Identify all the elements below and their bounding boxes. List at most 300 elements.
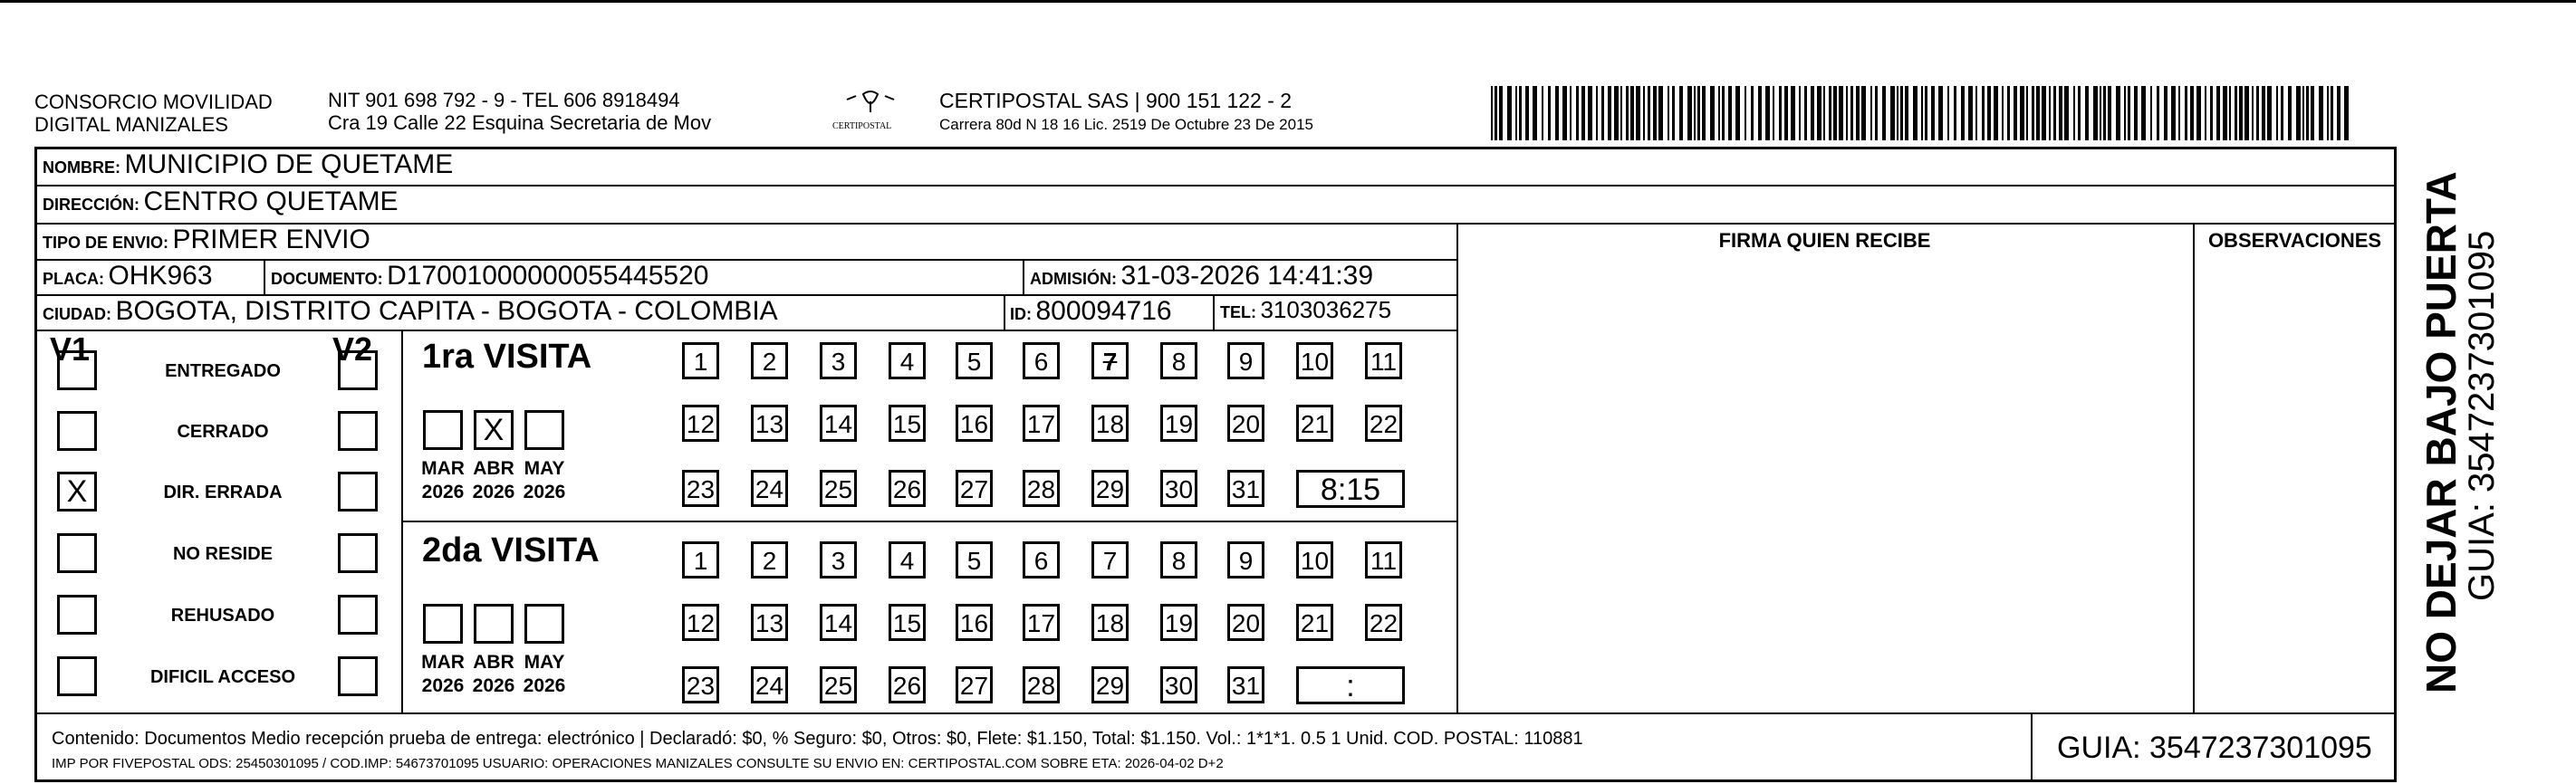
v2-label: V2 [332,330,373,368]
first-visit-title: 1ra VISITA [422,338,592,376]
barcode-bar [2256,86,2259,140]
barcode-bar [1897,86,1898,140]
row-divider [37,223,2397,225]
day-box[interactable]: 27 [956,470,993,507]
day-box[interactable]: 21 [1296,405,1333,442]
documento-label: DOCUMENTO: [271,270,383,288]
barcode-bar [1533,86,1537,140]
barcode-bar [1576,86,1579,140]
barcode-bar [1608,86,1611,140]
company-contact [328,89,711,134]
day-box[interactable]: 14 [820,405,857,442]
status-label: CERRADO [177,422,269,442]
month-checkbox[interactable] [423,410,463,450]
barcode-bar [1751,86,1754,140]
barcode-bar [1596,86,1598,140]
delivery-form [34,147,2397,782]
barcode-bar [2116,86,2120,140]
nit-line: NIT 901 698 792 - 9 - TEL 606 8918494 [328,89,680,111]
day-box[interactable]: 5 [956,342,993,379]
barcode-bar [1620,86,1622,140]
barcode-bar [1823,86,1825,140]
direccion-value: CENTRO QUETAME [143,186,399,216]
nombre-value: MUNICIPIO DE QUETAME [124,149,454,179]
v1-checkbox[interactable] [57,656,97,696]
day-box[interactable]: 14 [820,604,857,641]
barcode-bar [1710,86,1715,140]
v2-checkbox[interactable] [338,656,378,696]
row-divider [37,330,1456,331]
barcode-bar [2267,86,2272,140]
barcode-bar [1542,86,1543,140]
barcode-bar [1626,86,1629,140]
barcode-bar [1697,86,1700,140]
barcode-bar [2190,86,2194,140]
day-box[interactable]: 31 [1227,666,1264,703]
day-box[interactable]: 8 [1160,342,1197,379]
barcode-bar [2235,86,2237,140]
v1-label: V1 [50,330,91,368]
barcode-bar [1875,86,1878,140]
v2-checkbox[interactable] [338,533,378,573]
month-year: 2026 [421,675,465,696]
print-info-line: IMP POR FIVEPOSTAL ODS: 25450301095 / COD.IMP: 54673701095 USUARIO: OPERACIONES MANIZALES CONSULTE SU ENVIO EN: CERTIPOSTAL.COM SOBRE ETA: 2026-04-02 D+2 [52,756,1224,771]
barcode-bar [1636,86,1640,140]
barcode-bar [1515,86,1517,140]
month-year: 2026 [523,482,566,502]
barcode-bar [1921,86,1923,140]
barcode-bar [1499,86,1503,140]
day-box[interactable]: 17 [1023,405,1060,442]
barcode-bar [2014,86,2017,140]
day-box[interactable]: 13 [751,405,788,442]
day-box[interactable]: 1 [682,342,719,379]
barcode-bar [2337,86,2341,140]
barcode-bar [2020,86,2024,140]
barcode-bar [2196,86,2201,140]
day-box[interactable]: 15 [889,604,926,641]
certipostal-logo [829,89,915,139]
barcode-bar [1811,86,1814,140]
certipostal-name: CERTIPOSTAL SAS | 900 151 122 - 2 [939,89,1293,112]
barcode-bar [2042,86,2046,140]
barcode-bar [2026,86,2028,140]
barcode-bar [2244,86,2249,140]
day-box[interactable]: 27 [956,666,993,703]
observaciones-header: OBSERVACIONES [2207,229,2382,252]
month-checkbox[interactable] [524,604,564,644]
day-box[interactable]: 3 [820,342,857,379]
day-box[interactable]: 22 [1365,405,1402,442]
barcode-bar [2210,86,2213,140]
barcode-bar [2073,86,2075,140]
barcode-bar [1925,86,1927,140]
month-year: 2026 [523,675,566,696]
barcode-bar [1687,86,1692,140]
barcode-bar [1839,86,1843,140]
barcode-bar [2002,86,2004,140]
barcode-bar [1804,86,1807,140]
barcode-bar [2281,86,2283,140]
barcode-bar [2150,86,2152,140]
barcode-bar [1614,86,1619,140]
barcode-bar [1679,86,1683,140]
barcode-bar [2229,86,2231,140]
barcode-bar [2306,86,2309,140]
column-divider [264,259,265,294]
day-box[interactable]: 10 [1296,342,1333,379]
month-name: MAR [421,458,465,479]
placa-field [43,261,213,292]
visit-divider [401,521,1456,522]
barcode-bar [1630,86,1634,140]
barcode-bar [1784,86,1788,140]
barcode-bar [1728,86,1732,140]
month-label [416,457,470,504]
column-divider [2193,223,2195,712]
barcode-bar [2124,86,2126,140]
barcode-bar [2205,86,2206,140]
ciudad-field [43,296,778,327]
company-line-1: CONSORCIO MOVILIDAD [34,91,273,113]
barcode-bar [2288,86,2292,140]
barcode-bar [1850,86,1853,140]
barcode-bar [2178,86,2180,140]
day-box[interactable]: 28 [1023,666,1060,703]
barcode-bar [2085,86,2089,140]
barcode-bar [1765,86,1770,140]
status-label: DIFICIL ACCESO [149,667,295,687]
company-line-2: DIGITAL MANIZALES [34,113,228,136]
month-name: ABR [473,458,514,479]
barcode-bar [1982,86,1985,140]
day-box[interactable]: 15 [889,405,926,442]
barcode-bar [1548,86,1551,140]
day-box[interactable]: 18 [1091,405,1129,442]
barcode-bar [1817,86,1821,140]
barcode-bar [2157,86,2159,140]
barcode-bar [1668,86,1669,140]
barcode-bar [1519,86,1522,140]
barcode-bar [2108,86,2111,140]
barcode-bar [1588,86,1592,140]
direccion-label: DIRECCIÓN: [43,196,139,214]
tel-label: TEL: [1220,303,1256,321]
barcode-bar [2296,86,2301,140]
tipo-envio-field [43,225,370,255]
day-box[interactable]: 13 [751,604,788,641]
barcode-bar [2093,86,2098,140]
barcode-bar [1581,86,1585,140]
day-box[interactable]: 6 [1023,541,1060,578]
v1-checkbox[interactable] [57,533,97,573]
barcode-bar [1975,86,1977,140]
barcode-bar [1555,86,1559,140]
barcode-bar [2239,86,2243,140]
barcode-bar [1735,86,1740,140]
barcode-bar [1856,86,1860,140]
barcode-bar [2185,86,2187,140]
month-checkbox[interactable]: X [474,410,514,450]
barcode-bar [1994,86,1998,140]
day-box[interactable]: 19 [1160,405,1197,442]
barcode-bar [1562,86,1567,140]
barcode-bar [2049,86,2051,140]
barcode-bar [1968,86,1973,140]
barcode-bar [2164,86,2167,140]
company-name [34,91,273,136]
day-box[interactable]: 5 [956,541,993,578]
barcode-bar [2223,86,2227,140]
day-box[interactable]: 1 [682,541,719,578]
barcode-bar [1570,86,1572,140]
v2-checkbox[interactable] [338,350,378,390]
barcode-bar [1495,86,1497,140]
day-box[interactable]: 7 [1091,541,1129,578]
placa-label: PLACA: [43,270,104,288]
barcode-bar [2032,86,2034,140]
barcode-bar [2128,86,2130,140]
day-box[interactable]: 12 [682,405,719,442]
day-box[interactable]: 26 [889,470,926,507]
day-box[interactable]: 24 [751,666,788,703]
month-label [517,457,572,504]
documento-value: D17001000000055445520 [387,261,709,291]
v1-checkbox[interactable] [57,350,97,390]
barcode-bar [1954,86,1956,140]
barcode-bar [1829,86,1831,140]
month-label [466,457,521,504]
barcode-bar [2302,86,2304,140]
day-box[interactable]: 20 [1227,604,1264,641]
time-box[interactable]: 8:15 [1296,470,1405,508]
day-box[interactable]: 6 [1023,342,1060,379]
barcode-bar [2100,86,2101,140]
month-label [416,651,470,698]
barcode-bar [1507,86,1512,140]
month-name: MAR [421,652,465,673]
barcode-bar [1779,86,1782,140]
v2-checkbox[interactable] [338,595,378,635]
barcode-bar [1861,86,1866,140]
month-year: 2026 [421,482,465,502]
tipo-envio-label: TIPO DE ENVIO: [43,234,169,252]
barcode-bar [1672,86,1675,140]
barcode-bar [2059,86,2062,140]
barcode-bar [1491,86,1493,140]
barcode-bar [2319,86,2323,140]
barcode-bar [2327,86,2329,140]
column-divider [2031,712,2033,782]
day-box[interactable]: 20 [1227,405,1264,442]
day-box[interactable]: 16 [956,405,993,442]
admision-field [1030,261,1373,292]
barcode-bar [1947,86,1949,140]
status-label: NO RESIDE [172,544,274,564]
day-box[interactable]: 23 [682,666,719,703]
month-year: 2026 [472,675,515,696]
barcode-bar [1694,86,1696,140]
status-label: REHUSADO [170,606,275,626]
barcode-bar [1791,86,1795,140]
day-box[interactable]: 8 [1160,541,1197,578]
month-name: MAY [524,652,565,673]
barcode-bar [1846,86,1848,140]
barcode-bar [2064,86,2069,140]
firma-header: FIRMA QUIEN RECIBE [1718,229,1931,252]
day-box[interactable]: 23 [682,470,719,507]
barcode-bar [2216,86,2220,140]
barcode-bar [2053,86,2056,140]
day-box[interactable]: 4 [889,541,926,578]
barcode-bar [1833,86,1837,140]
barcode-bar [2344,86,2349,140]
barcode-bar [1758,86,1762,140]
barcode-bar [1745,86,1746,140]
tel-field [1220,296,1391,324]
barcode-bar [1601,86,1604,140]
day-box[interactable]: 31 [1227,470,1264,507]
month-checkbox[interactable] [474,604,514,644]
day-box[interactable]: 30 [1160,470,1197,507]
logo-icon [829,89,915,139]
barcode-bar [1882,86,1886,140]
second-visit-title: 2da VISITA [422,531,600,569]
v1-checkbox[interactable] [57,411,97,451]
barcode-bar [2036,86,2040,140]
day-box[interactable]: 9 [1227,342,1264,379]
day-box[interactable]: 12 [682,604,719,641]
day-box[interactable]: 19 [1160,604,1197,641]
v1-checkbox[interactable]: X [57,472,97,512]
column-divider [1213,294,1215,330]
day-box[interactable]: 10 [1296,541,1333,578]
day-box[interactable]: 18 [1091,604,1129,641]
v2-checkbox[interactable] [338,411,378,451]
day-box[interactable]: 16 [956,604,993,641]
barcode-bar [1799,86,1801,140]
direccion-field [43,186,399,217]
barcode-bar [2007,86,2010,140]
month-year: 2026 [472,482,515,502]
barcode-bar [1931,86,1935,140]
day-box[interactable]: 17 [1023,604,1060,641]
month-checkbox[interactable] [524,410,564,450]
month-label [517,651,572,698]
barcode-bar [1718,86,1720,140]
ciudad-label: CIUDAD: [43,305,111,323]
barcode-bar [1938,86,1943,140]
day-box[interactable]: 30 [1160,666,1197,703]
barcode-bar [1658,86,1663,140]
barcode-bar [1900,86,1903,140]
documento-field [271,261,708,292]
row-divider [37,712,2397,714]
barcode-bar [2252,86,2254,140]
day-box[interactable]: 11 [1365,342,1402,379]
tipo-envio-value: PRIMER ENVIO [172,225,370,254]
barcode-bar [2103,86,2106,140]
day-box[interactable]: 24 [751,470,788,507]
barcode-bar [1702,86,1706,140]
day-box[interactable]: 11 [1365,541,1402,578]
month-label [466,651,521,698]
placa-value: OHK963 [108,261,213,291]
barcode [1491,86,2355,140]
barcode-bar [2141,86,2146,140]
id-field [1010,296,1172,327]
barcode-bar [2276,86,2278,140]
barcode-bar [1773,86,1774,140]
barcode-bar [1525,86,1529,140]
barcode-bar [1961,86,1965,140]
day-box[interactable]: 25 [820,666,857,703]
contents-line: Contenido: Documentos Medio recepción prueba de entrega: electrónico | Declaradó: $0, % Seguro: $0, Otros: $0, Flete: $1.150, Total: $1.150. Vol.: 1*1*1. 0.5 1 Unid. COD. POSTAL: 110881 [52,729,1583,749]
barcode-bar [2171,86,2176,140]
day-box[interactable]: 2 [751,541,788,578]
barcode-bar [1722,86,1725,140]
ciudad-value: BOGOTA, DISTRITO CAPITA - BOGOTA - COLOMBIA [115,296,778,326]
barcode-bar [1643,86,1645,140]
barcode-bar [2311,86,2314,140]
column-divider [1004,294,1005,330]
id-label: ID: [1010,305,1032,323]
day-box[interactable]: 4 [889,342,926,379]
guia-number: GUIA: 3547237301095 [2057,731,2372,765]
status-label: ENTREGADO [165,361,281,381]
admision-value: 31-03-2026 14:41:39 [1120,261,1374,291]
time-box[interactable]: : [1296,666,1405,704]
month-checkbox[interactable] [423,604,463,644]
day-box[interactable]: 3 [820,541,857,578]
day-box[interactable]: 25 [820,470,857,507]
barcode-bar [1987,86,1991,140]
v2-checkbox[interactable] [338,472,378,512]
column-divider [1456,223,1458,712]
v1-checkbox[interactable] [57,595,97,635]
barcode-bar [1648,86,1650,140]
nombre-label: NOMBRE: [43,158,120,177]
no-dejar-bajo-puerta: NO DEJAR BAJO PUERTA [2417,171,2465,693]
day-box[interactable]: 22 [1365,604,1402,641]
month-name: MAY [524,458,565,479]
barcode-bar [2078,86,2081,140]
status-label: DIR. ERRADA [163,483,283,502]
day-box[interactable]: 2 [751,342,788,379]
barcode-bar [1870,86,1872,140]
top-border [0,0,2576,3]
day-box[interactable]: 28 [1023,470,1060,507]
certipostal-license: Carrera 80d N 18 16 Lic. 2519 De Octubre 23 De 2015 [939,116,1313,133]
day-box[interactable]: 9 [1227,541,1264,578]
day-box[interactable]: 26 [889,666,926,703]
tel-value: 3103036275 [1260,296,1392,323]
barcode-bar [1890,86,1895,140]
barcode-bar [1653,86,1657,140]
id-value: 800094716 [1035,296,1172,326]
side-guia-number: GUIA: 3547237301095 [2462,230,2502,601]
barcode-bar [2134,86,2138,140]
svg-text:CERTIPOSTAL: CERTIPOSTAL [832,121,892,131]
barcode-bar [2331,86,2333,140]
day-box[interactable]: 29 [1091,666,1129,703]
day-box[interactable]: 7 [1091,342,1129,379]
day-box[interactable]: 21 [1296,604,1333,641]
day-box[interactable]: 29 [1091,470,1129,507]
month-name: ABR [473,652,514,673]
admision-label: ADMISIÓN: [1030,270,1117,288]
nombre-field [43,149,453,180]
